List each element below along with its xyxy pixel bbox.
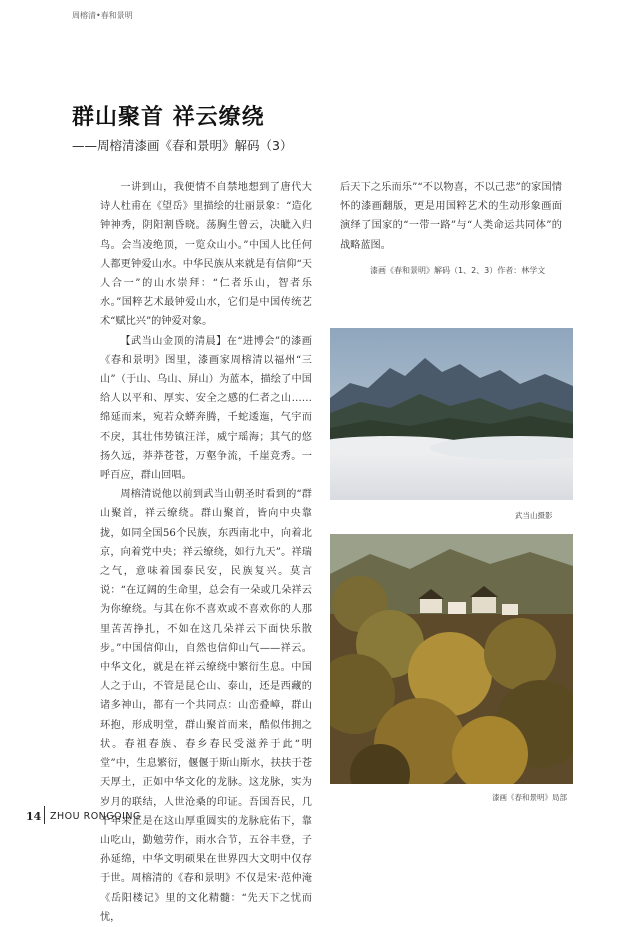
- photo-caption: 武当山摄影: [515, 511, 553, 520]
- paragraph: 【武当山金顶的清晨】在“进博会”的漆画《春和景明》图里，漆画家周榕清以福州“三山”（于山、乌山、屏山）为蓝本，描绘了中国给人以平和、厚实、安全之感的仁者之山……绵延而来，宛若众蟒奔腾，千蛇逶迤，气宇而不戾，其壮伟势镇汪洋，威宁瑶海；其气的悠扬久远，莽莽苍苍，万壑争流，千崖竞秀。一呼百应，群山回唱。: [100, 335, 312, 482]
- footer-divider: [44, 806, 45, 824]
- running-head: 周榕清•春和景明: [72, 11, 133, 20]
- page-number: 14: [26, 810, 42, 823]
- paragraph: 一讲到山，我便情不自禁地想到了唐代大诗人杜甫在《望岳》里描绘的壮丽景象：“造化钟神秀，阴阳割昏晓。荡胸生曾云，决眦入归鸟。会当凌绝顶，一览众山小。”中国人比任何人都更钟爱山水。中华民族从来就是有信仰“天人合一”的山水崇拜：“仁者乐山，智者乐水。”国粹艺术最钟爱山水，它们是中国传统艺术“赋比兴”的钟爱对象。: [100, 182, 312, 328]
- author-credit: 漆画《春和景明》解码（1、2、3）作者：林学文: [370, 266, 546, 275]
- article-subtitle: ——周榕清漆画《春和景明》解码（3）: [72, 138, 293, 153]
- paragraph: 后天下之乐而乐”“不以物喜，不以己悲”的家国情怀的漆画翻版，更是用国粹艺术的生动形象画面演绎了国家的“一带一路”与“人类命运共同体”的战略蓝图。: [340, 182, 562, 251]
- paragraph: 周榕清说他以前到武当山朝圣时看到的“群山聚首，祥云缭绕。群山聚首，皆向中央靠拢，如同全国56个民族，东西南北中，向着北京，向着党中央；祥云缭绕，如行九天”。祥瑞之气，意味着国泰民安，民族复兴。莫言说：“在辽阔的生命里，总会有一朵或几朵祥云为你缭绕。与其在你不喜欢或不喜欢你的人那里苦苦挣扎，不如在这几朵祥云下面快乐散步。”中国信仰山，自然也信仰山气——祥云。中华文化，就是在祥云缭绕中繁衍生息。中国人之于山，不管是昆仑山、泰山，还是西藏的诸多神山，都有一个共同点：山峦叠嶂，群山环抱，形成明堂，群山聚首而来，酷似伟拥之状。春祖春族、春乡春民受滋养于此“明堂”中，生息繁衍，偃偃于斯山斯水，扶扶于苍天厚土，正如中华文化的龙脉。这龙脉，实为岁月的联结，人世沧桑的印证。吾国吾民，几千年来正是在这山厚重圆实的龙脉庇佑下，靠山吃山，勤勉劳作，雨水合节，五谷丰登，子孙延绵，中华文明硕果在世界四大文明中仅存于世。周榕清的《春和景明》不仅是宋·范仲淹《岳阳楼记》里的文化精髓：“先天下之忧而忧，: [100, 489, 312, 923]
- wudang-mountain-photo: [330, 328, 573, 500]
- right-column: [340, 178, 562, 255]
- article-title: 群山聚首 祥云缭绕: [72, 105, 265, 130]
- footer-artist-name: ZHOU RONGQING: [50, 811, 141, 822]
- lacquer-painting-detail: [330, 534, 573, 784]
- painting-caption: 漆画《春和景明》局部: [492, 793, 567, 802]
